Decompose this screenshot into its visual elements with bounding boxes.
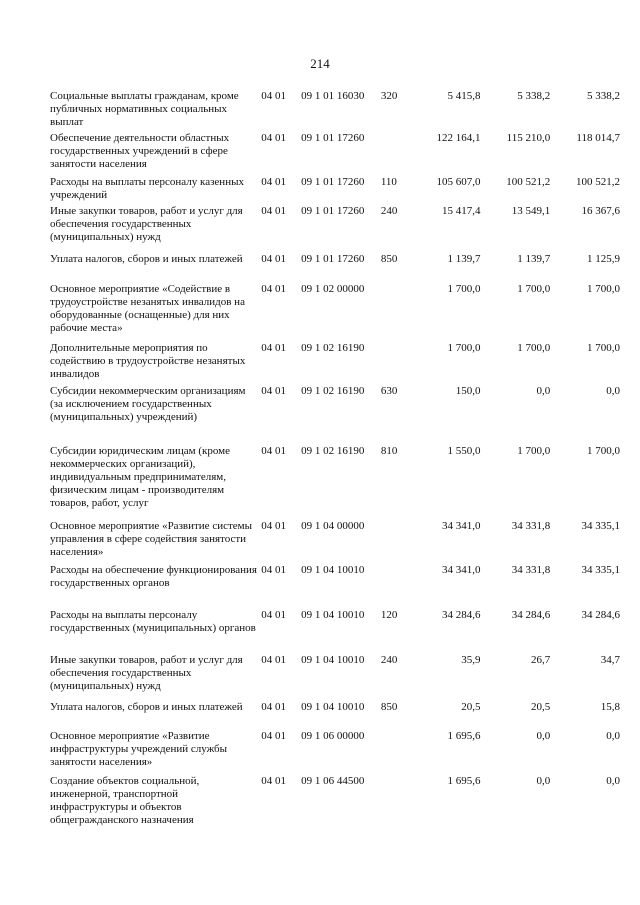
row-value-1: 20,5 bbox=[461, 701, 481, 713]
row-value-1: 34 341,0 bbox=[441, 564, 481, 576]
row-value-1: 1 695,6 bbox=[447, 775, 481, 787]
row-name: Расходы на выплаты персоналу казенных учреждений bbox=[50, 176, 244, 201]
row-value-2: 1 700,0 bbox=[517, 283, 551, 295]
row-value-3: 0,0 bbox=[606, 775, 620, 787]
row-value-3: 34 335,1 bbox=[581, 520, 620, 532]
row-section-code: 04 01 bbox=[261, 520, 287, 532]
row-target-article: 09 1 06 00000 bbox=[301, 730, 365, 742]
row-name: Уплата налогов, сборов и иных платежей bbox=[50, 253, 243, 265]
row-target-article: 09 1 04 10010 bbox=[301, 701, 365, 713]
row-value-2: 1 700,0 bbox=[517, 445, 551, 457]
row-target-article: 09 1 01 17260 bbox=[301, 253, 365, 265]
row-name: Основное мероприятие «Развитие системы управления в сфере содействия занятости населения» bbox=[50, 520, 253, 558]
table-row bbox=[50, 775, 620, 833]
row-section-code: 04 01 bbox=[261, 205, 287, 217]
row-section-code: 04 01 bbox=[261, 654, 287, 666]
row-value-1: 35,9 bbox=[461, 654, 481, 666]
table-row bbox=[50, 283, 620, 342]
row-target-article: 09 1 06 44500 bbox=[301, 775, 365, 787]
row-name: Иные закупки товаров, работ и услуг для обеспечения государственных (муниципальных) нужд bbox=[50, 654, 243, 692]
row-target-article: 09 1 01 16030 bbox=[301, 90, 365, 102]
row-value-2: 1 700,0 bbox=[517, 342, 551, 354]
row-value-3: 1 125,9 bbox=[586, 253, 620, 265]
table-row bbox=[50, 176, 620, 205]
row-expense-type: 810 bbox=[380, 445, 398, 457]
row-target-article: 09 1 04 10010 bbox=[301, 654, 365, 666]
row-value-2: 0,0 bbox=[536, 730, 551, 742]
row-name: Уплата налогов, сборов и иных платежей bbox=[50, 701, 243, 713]
row-value-2: 0,0 bbox=[536, 385, 551, 397]
row-section-code: 04 01 bbox=[261, 90, 287, 102]
row-value-2: 5 338,2 bbox=[517, 90, 551, 102]
row-value-3: 34 284,6 bbox=[581, 609, 620, 621]
row-value-1: 34 284,6 bbox=[441, 609, 481, 621]
row-value-2: 34 284,6 bbox=[511, 609, 551, 621]
row-value-3: 34,7 bbox=[600, 654, 620, 666]
row-value-1: 122 164,1 bbox=[436, 132, 481, 144]
row-section-code: 04 01 bbox=[261, 775, 287, 787]
row-target-article: 09 1 01 17260 bbox=[301, 132, 365, 144]
row-value-2: 100 521,2 bbox=[506, 176, 551, 188]
row-value-3: 1 700,0 bbox=[586, 342, 620, 354]
table-row bbox=[50, 445, 620, 520]
row-section-code: 04 01 bbox=[261, 253, 287, 265]
row-name: Субсидии юридическим лицам (кроме некоммерческих организаций), индивидуальным предпринимателям, физическим лицам - производителям товаров, работ, услуг bbox=[50, 445, 231, 509]
row-value-1: 150,0 bbox=[455, 385, 481, 397]
budget-table bbox=[50, 90, 620, 833]
row-value-3: 1 700,0 bbox=[586, 445, 620, 457]
table-row bbox=[50, 342, 620, 385]
row-name: Расходы на выплаты персоналу государственных (муниципальных) органов bbox=[50, 609, 256, 634]
row-value-3: 16 367,6 bbox=[581, 205, 620, 217]
row-expense-type: 850 bbox=[380, 253, 398, 265]
row-value-2: 26,7 bbox=[530, 654, 551, 666]
row-expense-type: 320 bbox=[380, 90, 398, 102]
table-row bbox=[50, 385, 620, 445]
row-value-3: 0,0 bbox=[606, 385, 620, 397]
row-section-code: 04 01 bbox=[261, 609, 287, 621]
row-section-code: 04 01 bbox=[261, 342, 287, 354]
row-name: Субсидии некоммерческим организациям (за исключением государственных (муниципальных) учреждений) bbox=[50, 385, 246, 423]
row-name: Обеспечение деятельности областных государственных учреждений в сфере занятости населения bbox=[50, 132, 230, 170]
row-expense-type: 240 bbox=[380, 654, 398, 666]
table-row bbox=[50, 205, 620, 253]
row-value-3: 34 335,1 bbox=[581, 564, 620, 576]
row-value-1: 34 341,0 bbox=[441, 520, 481, 532]
row-value-1: 15 417,4 bbox=[441, 205, 481, 217]
row-name: Дополнительные мероприятия по содействию в трудоустройстве незанятых инвалидов bbox=[50, 342, 246, 380]
row-target-article: 09 1 02 16190 bbox=[301, 342, 365, 354]
row-target-article: 09 1 01 17260 bbox=[301, 205, 365, 217]
row-name: Иные закупки товаров, работ и услуг для обеспечения государственных (муниципальных) нужд bbox=[50, 205, 243, 243]
row-section-code: 04 01 bbox=[261, 445, 287, 457]
row-section-code: 04 01 bbox=[261, 564, 287, 576]
row-expense-type: 240 bbox=[380, 205, 398, 217]
row-expense-type: 850 bbox=[380, 701, 398, 713]
row-target-article: 09 1 02 16190 bbox=[301, 445, 365, 457]
row-expense-type: 110 bbox=[380, 176, 397, 188]
row-value-1: 1 550,0 bbox=[447, 445, 481, 457]
row-name: Расходы на обеспечение функционирования государственных органов bbox=[50, 564, 257, 589]
row-expense-type: 120 bbox=[380, 609, 398, 621]
row-value-1: 1 700,0 bbox=[447, 283, 481, 295]
row-value-1: 1 139,7 bbox=[447, 253, 481, 265]
row-target-article: 09 1 04 00000 bbox=[301, 520, 365, 532]
row-value-1: 105 607,0 bbox=[436, 176, 481, 188]
row-section-code: 04 01 bbox=[261, 283, 287, 295]
row-name: Социальные выплаты гражданам, кроме публичных нормативных социальных выплат bbox=[50, 90, 239, 128]
row-value-2: 13 549,1 bbox=[511, 205, 551, 217]
row-value-1: 1 700,0 bbox=[447, 342, 481, 354]
table-row bbox=[50, 520, 620, 564]
table-row bbox=[50, 132, 620, 176]
row-target-article: 09 1 02 00000 bbox=[301, 283, 365, 295]
row-value-3: 100 521,2 bbox=[575, 176, 620, 188]
row-section-code: 04 01 bbox=[261, 176, 287, 188]
row-name: Основное мероприятие «Содействие в трудоустройстве незанятых инвалидов на оборудованные (оснащенные) для них рабочие места» bbox=[50, 283, 245, 334]
row-value-3: 5 338,2 bbox=[586, 90, 620, 102]
row-value-1: 5 415,8 bbox=[447, 90, 481, 102]
table-row bbox=[50, 701, 620, 730]
row-section-code: 04 01 bbox=[261, 385, 287, 397]
row-target-article: 09 1 01 17260 bbox=[301, 176, 365, 188]
row-target-article: 09 1 04 10010 bbox=[301, 564, 365, 576]
row-name: Основное мероприятие «Развитие инфраструктуры учреждений службы занятости населения» bbox=[50, 730, 228, 768]
row-section-code: 04 01 bbox=[261, 730, 287, 742]
row-value-3: 1 700,0 bbox=[586, 283, 620, 295]
table-row bbox=[50, 253, 620, 283]
row-value-2: 34 331,8 bbox=[511, 520, 551, 532]
row-value-2: 1 139,7 bbox=[517, 253, 551, 265]
row-expense-type: 630 bbox=[380, 385, 398, 397]
row-value-3: 0,0 bbox=[606, 730, 620, 742]
row-value-2: 20,5 bbox=[530, 701, 551, 713]
row-name: Создание объектов социальной, инженерной, транспортной инфраструктуры и объектов общегражданского назначения bbox=[50, 775, 200, 826]
row-target-article: 09 1 04 10010 bbox=[301, 609, 365, 621]
row-value-2: 34 331,8 bbox=[511, 564, 551, 576]
row-target-article: 09 1 02 16190 bbox=[301, 385, 365, 397]
page-number: 214 bbox=[310, 56, 330, 71]
row-value-3: 15,8 bbox=[600, 701, 620, 713]
row-value-2: 115 210,0 bbox=[506, 132, 551, 144]
table-row bbox=[50, 564, 620, 609]
row-section-code: 04 01 bbox=[261, 132, 287, 144]
row-value-1: 1 695,6 bbox=[447, 730, 481, 742]
table-row bbox=[50, 730, 620, 775]
row-section-code: 04 01 bbox=[261, 701, 287, 713]
table-row bbox=[50, 609, 620, 654]
row-value-2: 0,0 bbox=[536, 775, 551, 787]
row-value-3: 118 014,7 bbox=[576, 132, 620, 144]
table-row bbox=[50, 654, 620, 701]
table-row bbox=[50, 90, 620, 132]
